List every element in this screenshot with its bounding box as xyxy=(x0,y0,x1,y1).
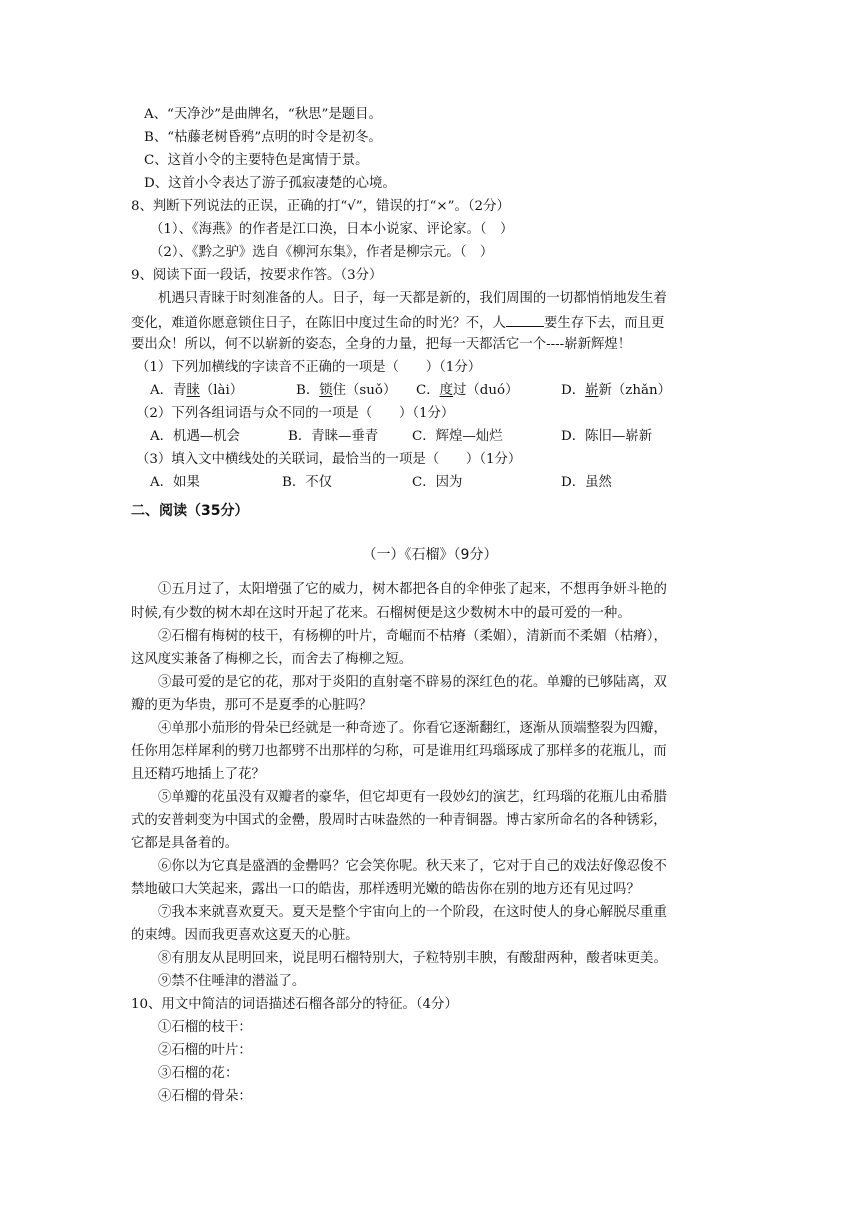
passage-line: ⑧有朋友从昆明回来，说昆明石榴特别大，子粒特别丰腴，有酸甜两种，酸者味更美。 xyxy=(158,951,667,966)
q10-stem: 10、用文中简洁的词语描述石榴各部分的特征。（4分） xyxy=(131,997,458,1012)
passage-line: ⑥你以为它真是盛酒的金罍吗？它会笑你呢。秋天来了，它对于自己的戏法好像忍俊不 xyxy=(158,859,667,874)
fill-blank xyxy=(506,313,544,327)
passage-line: 且还精巧地插上了花？ xyxy=(131,767,265,782)
passage-line: 时候,有少数的树木却在这时开起了花来。石榴树便是这少数树木中的最可爱的一种。 xyxy=(131,606,631,621)
q9-stem: 9、阅读下面一段话，按要求作答。（3分） xyxy=(131,268,383,283)
passage-line: 瓣的更为华贵，那可不是夏季的心脏吗？ xyxy=(131,698,373,713)
q7-option-d: D、这首小令表达了游子孤寂凄楚的心境。 xyxy=(144,176,396,191)
option-c: C．度过（duó） xyxy=(416,383,519,398)
passage-line: ①五月过了，太阳增强了它的威力，树木都把各自的伞伸张了起来，不想再争妍斗艳的 xyxy=(158,582,667,597)
q10-item-2: ②石榴的叶片： xyxy=(158,1043,252,1058)
option-b: B．青睐—垂青 xyxy=(288,429,379,444)
q9-passage-text: 要生存下去，而且更 xyxy=(543,316,665,331)
q9-passage-line: 要出众！所以，何不以崭新的姿态，全身的力量，把每一天都活它一个----崭新辉煌！ xyxy=(131,337,632,352)
q7-option-b: B、“枯藤老树昏鸦”点明的时令是初冬。 xyxy=(144,130,382,145)
passage-line: 式的安普剌变为中国式的金罍，殷周时古味盎然的一种青铜器。博古家所命名的各种锈彩， xyxy=(131,813,667,828)
passage-line: 的束缚。因而我更喜欢这夏天的心脏。 xyxy=(131,928,359,943)
passage-line: ②石榴有梅树的枝干，有杨柳的叶片，奇崛而不枯瘠（柔媚），清新而不柔媚（枯瘠）， xyxy=(158,629,667,644)
option-d: D．陈旧—崭新 xyxy=(561,429,653,444)
passage-line: ⑨禁不住唾津的潜溢了。 xyxy=(158,974,306,989)
section-heading: 二、阅读（35分） xyxy=(131,503,249,519)
q8-item-1: （1）、《海燕》的作者是江口涣，日本小说家、评论家。（ ） xyxy=(150,222,514,237)
option-d: D．崭新（zhǎn） xyxy=(561,383,671,398)
q8-stem: 8、判断下列说法的正误，正确的打“√”，错误的打“×”。（2分） xyxy=(131,199,510,214)
q9-sub2: （2）下列各组词语与众不同的一项是（ ）（1分） xyxy=(136,406,455,421)
passage-line: ⑦我本来就喜欢夏天。夏天是整个宇宙向上的一个阶段，在这时使人的身心解脱尽重重 xyxy=(158,905,667,920)
passage-line: 这风度实兼备了梅柳之长，而舍去了梅柳之短。 xyxy=(131,652,413,667)
option-b: B．锁住（suǒ） xyxy=(296,383,397,398)
passage-line: ⑤单瓣的花虽没有双瓣者的豪华，但它却更有一段妙幻的演艺，红玛瑙的花瓶儿由希腊 xyxy=(158,790,667,805)
q9-passage-line: 机遇只青睐于时刻准备的人。日子，每一天都是新的，我们周围的一切都悄悄地发生着 xyxy=(158,291,667,306)
passage-line: 禁地破口大笑起来，露出一口的皓齿，那样透明光嫩的皓齿你在别的地方还有见过吗？ xyxy=(131,882,640,897)
q9-sub3: （3）填入文中横线处的关联词，最恰当的一项是（ ）（1分） xyxy=(136,452,522,467)
q10-item-1: ①石榴的枝干： xyxy=(158,1020,252,1035)
q8-item-2: （2）、《黔之驴》选自《柳河东集》，作者是柳宗元。（ ） xyxy=(150,245,494,260)
q10-item-3: ③石榴的花： xyxy=(158,1066,239,1081)
q9-passage-text: 变化，难道你愿意锁住日子，在陈旧中度过生命的时光？不，人 xyxy=(131,316,506,331)
passage-line: ④单那小茄形的骨朵已经就是一种奇迹了。你看它逐渐翻红，逐渐从顶端整裂为四瓣， xyxy=(158,721,667,736)
option-b: B．不仅 xyxy=(282,475,333,490)
option-a: A．机遇—机会 xyxy=(150,429,241,444)
option-d: D．虽然 xyxy=(561,475,612,490)
reading-title: （一）《石榴》（9分） xyxy=(362,547,498,563)
option-a: A．青睐（lài） xyxy=(150,383,244,398)
passage-line: 它都是具备着的。 xyxy=(131,836,239,851)
q9-passage-line xyxy=(131,313,664,333)
q7-option-c: C、这首小令的主要特色是寓情于景。 xyxy=(144,153,369,168)
passage-line: 任你用怎样犀利的劈刀也都劈不出那样的匀称，可是谁用红玛瑙琢成了那样多的花瓶儿，而 xyxy=(131,744,667,759)
q9-sub1: （1）下列加横线的字读音不正确的一项是（ ）（1分） xyxy=(136,360,482,375)
option-a: A．如果 xyxy=(150,475,200,490)
option-c: C．辉煌—灿烂 xyxy=(412,429,503,444)
q7-option-a: A、“天净沙”是曲牌名，“秋思”是题目。 xyxy=(144,107,382,122)
passage-line: ③最可爱的是它的花，那对于炎阳的直射毫不辟易的深红色的花。单瓣的已够陆离，双 xyxy=(158,675,667,690)
option-c: C．因为 xyxy=(412,475,463,490)
q10-item-4: ④石榴的骨朵： xyxy=(158,1089,252,1104)
